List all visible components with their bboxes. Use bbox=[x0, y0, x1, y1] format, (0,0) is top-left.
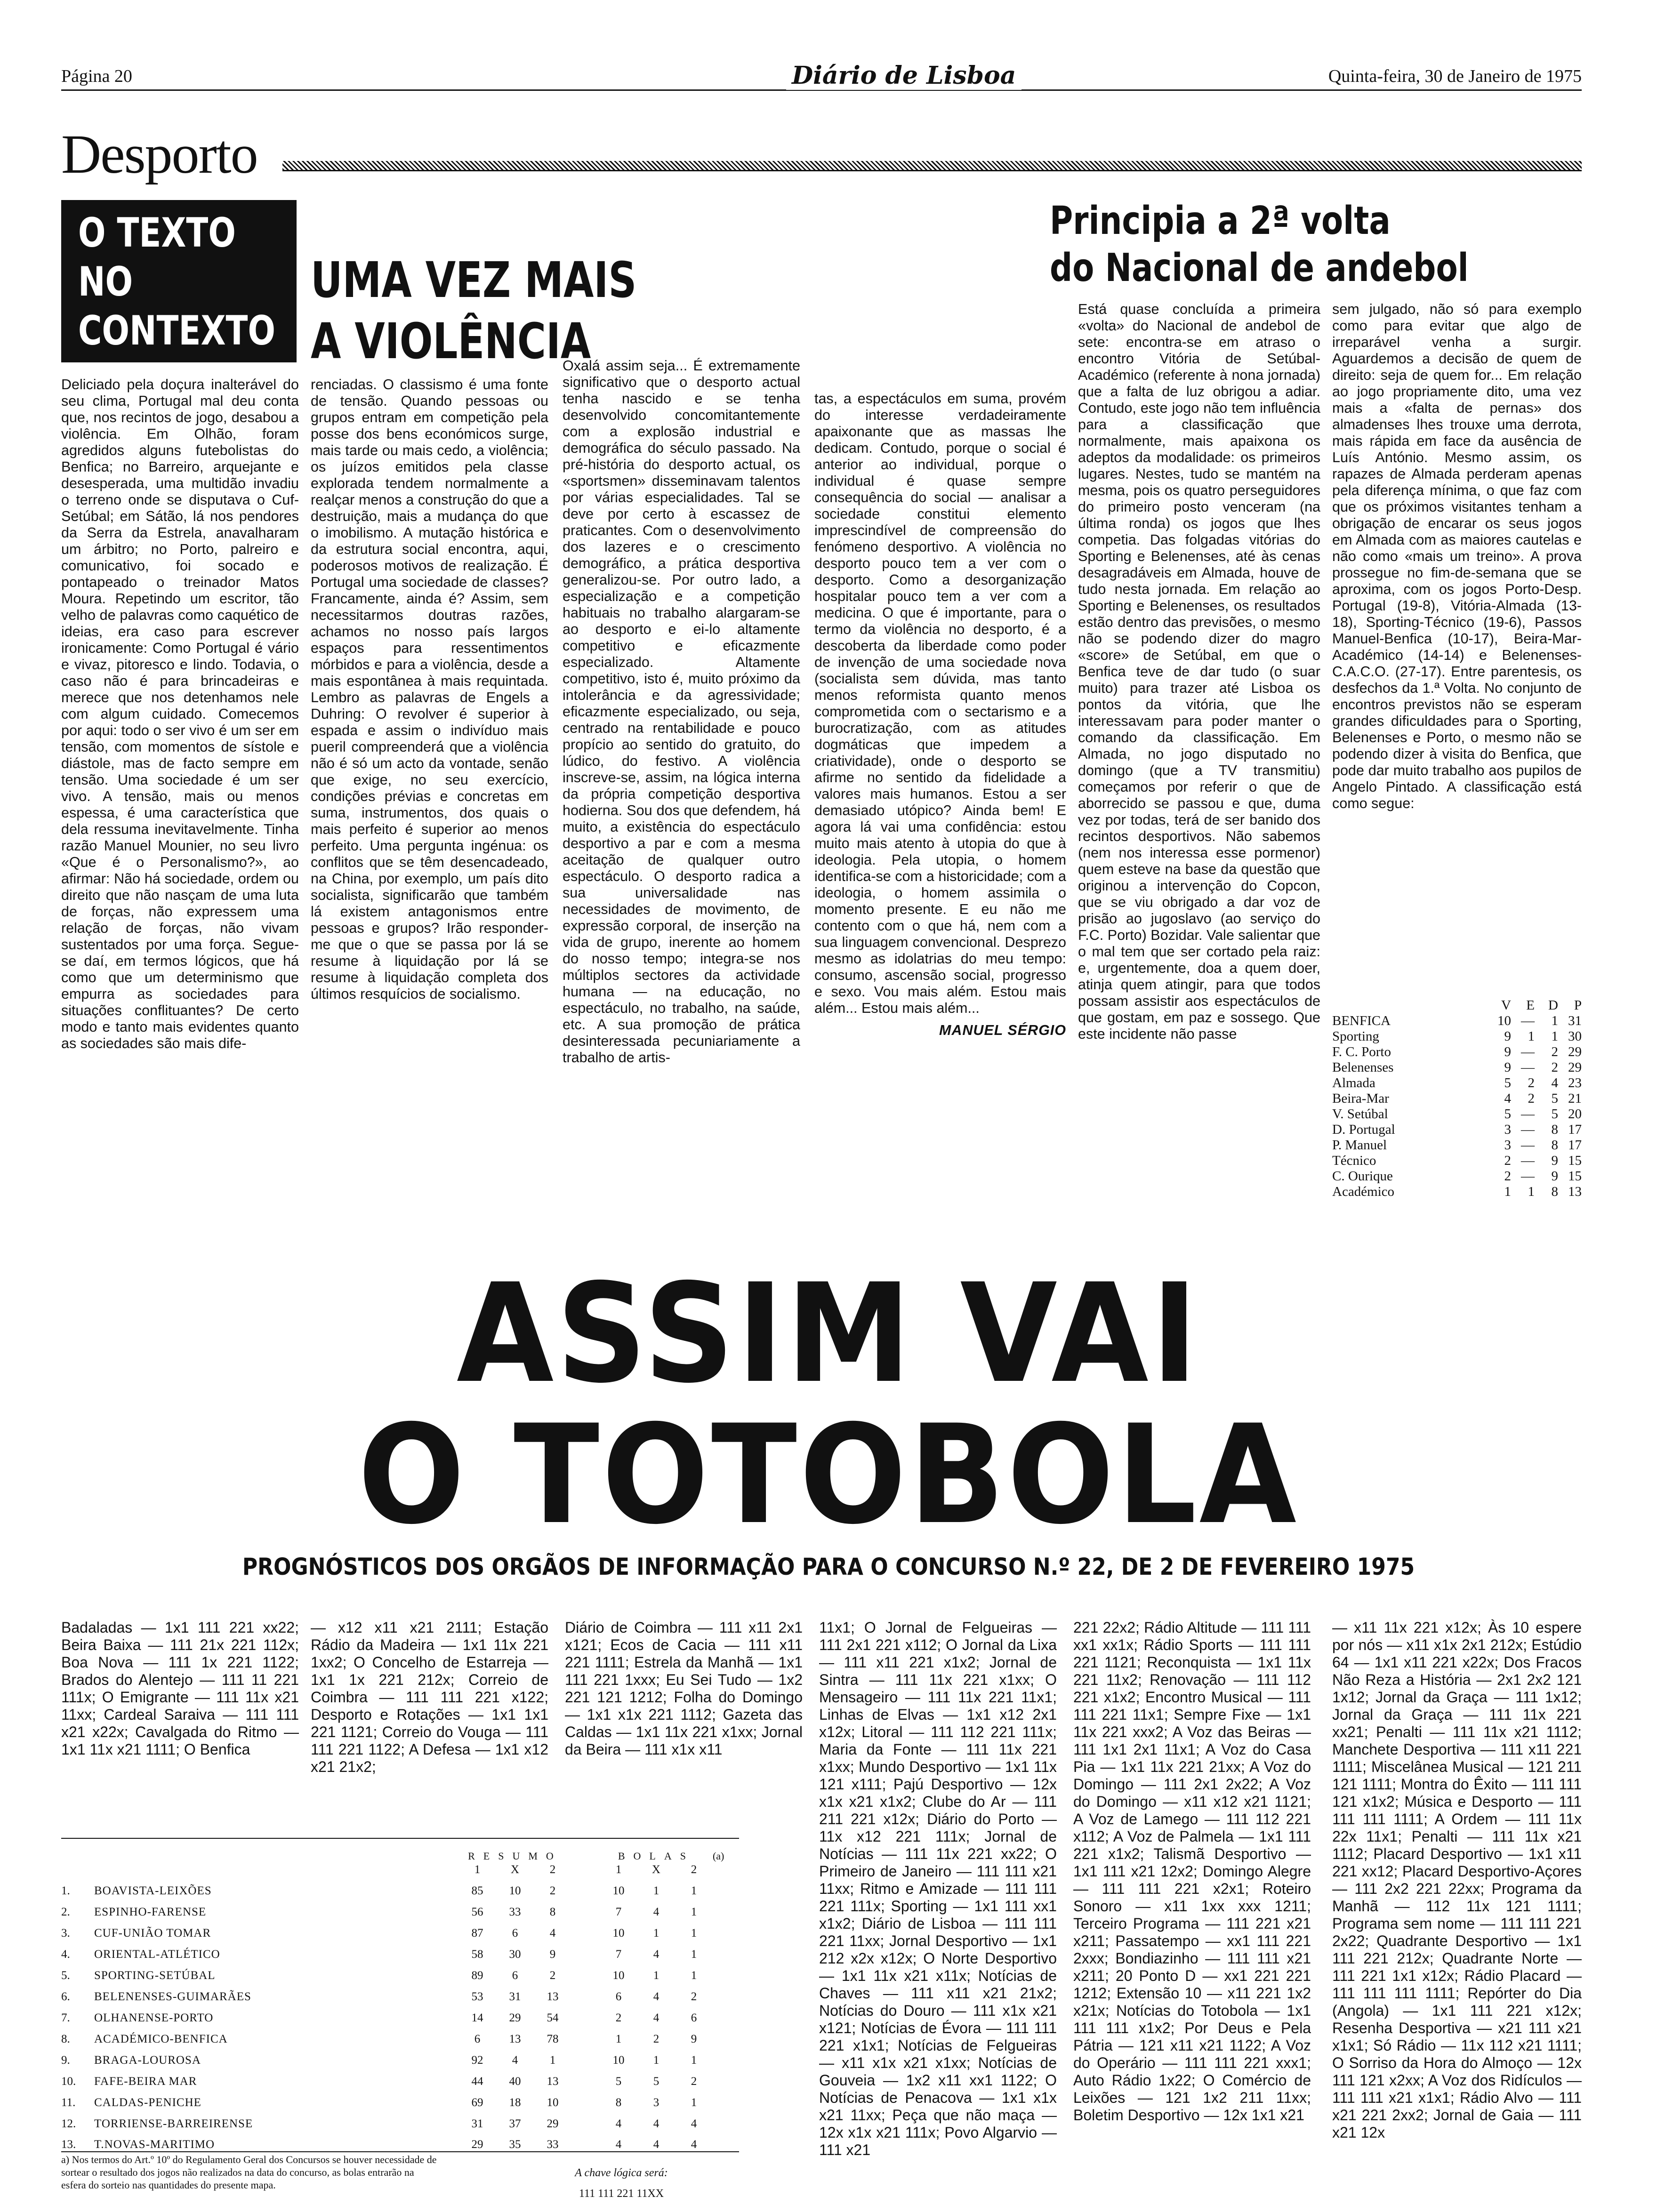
context-box-line: CONTEXTO bbox=[78, 307, 275, 354]
standings-losses: 8 bbox=[1551, 1122, 1558, 1137]
resumo-2: 10 bbox=[547, 2096, 559, 2109]
standings-points: 31 bbox=[1568, 1013, 1582, 1028]
resumo-1: 92 bbox=[471, 2054, 483, 2067]
resumo-row bbox=[61, 2109, 739, 2131]
bolas-2: 4 bbox=[691, 2117, 697, 2130]
headline-line: A VIOLÊNCIA bbox=[311, 313, 591, 370]
spacer bbox=[571, 2025, 600, 2046]
resumo-x: 37 bbox=[509, 2117, 521, 2130]
spacer bbox=[713, 2088, 739, 2109]
match-name: TORRIENSE-BARREIRENSE bbox=[94, 2117, 253, 2130]
standings-points: 29 bbox=[1568, 1060, 1582, 1075]
standings-row bbox=[1332, 1075, 1582, 1091]
standings-draws: 2 bbox=[1528, 1075, 1535, 1090]
match-name: BELENENSES-GUIMARÃES bbox=[94, 1990, 251, 2003]
match-name: FAFE-BEIRA MAR bbox=[94, 2075, 197, 2088]
standings-draws: — bbox=[1521, 1044, 1535, 1059]
resumo-1: 53 bbox=[471, 1990, 483, 2003]
bolas-1: 10 bbox=[612, 2054, 625, 2067]
match-number: 8. bbox=[61, 2033, 70, 2045]
standings-losses: 9 bbox=[1551, 1153, 1558, 1168]
standings-points: 21 bbox=[1568, 1091, 1582, 1106]
standings-losses: 8 bbox=[1551, 1138, 1558, 1153]
resumo-2: 1 bbox=[549, 2054, 556, 2067]
resumo-row bbox=[61, 1876, 739, 1898]
bolas-x: 4 bbox=[653, 1990, 660, 2003]
resumo-2: 2 bbox=[549, 1969, 556, 1982]
standings-team: BENFICA bbox=[1332, 1013, 1391, 1028]
bolas-x: 4 bbox=[637, 2131, 675, 2152]
bolas-1: 2 bbox=[615, 2012, 622, 2024]
standings-losses: 1 bbox=[1551, 1013, 1558, 1028]
andebol-headline bbox=[1050, 198, 1486, 292]
standings-points: 30 bbox=[1568, 1029, 1582, 1044]
totobola-headline-2: O TOTOBOLA bbox=[358, 1396, 1299, 1555]
match-name: BRAGA-LOUROSA bbox=[94, 2054, 201, 2067]
spacer bbox=[571, 1940, 600, 1961]
chave-label: A chave lógica será: bbox=[575, 2167, 668, 2179]
standings-points: 20 bbox=[1568, 1106, 1582, 1122]
resumo-2: 13 bbox=[547, 1990, 559, 2003]
standings-losses: 9 bbox=[1551, 1169, 1558, 1184]
bolas-1: 7 bbox=[615, 1948, 622, 1961]
bolas-2: 4 bbox=[675, 2131, 713, 2152]
resumo-x: 31 bbox=[509, 1990, 521, 2003]
match-number: 4. bbox=[61, 1948, 70, 1961]
page-header bbox=[61, 61, 1582, 99]
prognostics-column-6: — x11 11x 221 x12x; Às 10 espere por nós — x11 x1x 2x1 212x; Estúdio 64 — 1x1 x11 221 x22x; Dos Fracos Não Reza a História — 2x1 2x2 121 1x12; Jornal da Graça — 111 1x12; Jornal da Graça — 111 11x 221 xx21; Penalti — 111 11x x21 1112; Manchete Desportiva — 111 x11 221 1111; Miscelânea Musical — 121 211 121 1111; Montra do Êxito — 111 111 121 x1x2; Música e Desporto — 111 111 111 1111; A Ordem — 111 11x 22x 11x1; Penalti — 111 11x x21 1112; Placard Desportivo — 1x1 x11 221 xx12; Placard Desportivo-Açores — 111 2x2 221 22xx; Programa da Manhã — 112 11x 121 1111; Programa sem nome — 111 111 221 2x22; Quadrante Desportivo — 1x1 111 221 212x; Quadrante Norte — 111 221 1x1 x12x; Rádio Placard — 111 111 111 1111; Repórter do Dia (Angola) — 1x1 111 221 x12x; Resenha Desportiva — x21 111 x21 x1x1; Só Rádio — 11x 112 x21 1111; O Sorriso da Hora do Almoço — 12x 111 121 x2xx; A Voz dos Ridículos — 111 111 x21 x1x1; Rádio Alvo — 111 x21 221 2xx2; Jornal de Gaia — 111 x21 12x bbox=[1332, 1619, 1582, 2141]
match-number: 2. bbox=[61, 1906, 70, 1918]
standings-wins: 2 bbox=[1504, 1153, 1511, 1168]
standings-team: Beira-Mar bbox=[1332, 1091, 1389, 1106]
resumo-x: 13 bbox=[509, 2033, 521, 2045]
match-number: 6. bbox=[61, 1990, 70, 2003]
spacer bbox=[713, 1982, 739, 2004]
spacer bbox=[713, 1919, 739, 1940]
standings-team: V. Setúbal bbox=[1332, 1106, 1388, 1122]
article-column-4 bbox=[814, 391, 1066, 1205]
bolas-1: 5 bbox=[615, 2075, 622, 2088]
resumo-1: 56 bbox=[471, 1906, 483, 1918]
standings-draws: — bbox=[1521, 1060, 1535, 1075]
standings-team: C. Ourique bbox=[1332, 1169, 1393, 1184]
bolas-2: 6 bbox=[691, 2012, 697, 2024]
standings-row bbox=[1332, 1029, 1582, 1044]
resumo-x: 35 bbox=[496, 2131, 534, 2152]
spacer bbox=[571, 1982, 600, 2004]
standings-team: Almada bbox=[1332, 1075, 1375, 1090]
standings-points: 15 bbox=[1568, 1169, 1582, 1184]
standings-draws: 1 bbox=[1528, 1029, 1535, 1044]
bolas-2: 1 bbox=[691, 1969, 697, 1982]
standings-row bbox=[1332, 1106, 1582, 1122]
article-text: Está quase concluída a primeira «volta» do Nacional de andebol de sete: encontra-se em atraso o encontro Vitória de Setúbal-Académico (referente à nona jornada) que a falta de luz obrigou a adiar. Contudo, este jogo não tem influência para a classificação que normalmente, mais apaixona os adeptos da modalidade: os primeiros lugares. Nestes, tudo se mantém na mesma, pois os quatro perseguidores do primeiro posto venceram (na última ronda) os jogos que lhes competia. Das folgadas vitórias do Sporting e Belenenses, até às cenas desagradáveis em Almada, houve de tudo nesta jornada. Em relação ao Sporting e Belenenses, os resultados estão dentro das previsões, o mesmo não se podendo dizer do magro «score» de Setúbal, em que o Benfica teve de dar tudo (o suar muito) para trazer até Lisboa os pontos da vitória, que lhe interessavam para poder manter o comando da classificação. Em Almada, no jogo disputado no domingo (que a TV transmitiu) começamos por referir o que de aborrecido se passou e que, duma vez por todas, terá de ser banido dos recintos desportivos. Não sabemos (nem nos interessa esse pormenor) quem esteve na base da questão que originou a intervenção do Copcon, que se viu obrigado a dar voz de prisão ao jugoslavo (ao serviço do F.C. Porto) Bozidar. Vale salientar que o mal tem que ser cortado pela raiz: e, urgentemente, doa a quem doer, atinja quem atingir, para que todos possam assistir aos espectáculos de que gostam, em paz e sossego. Que este incidente não passe bbox=[1078, 301, 1320, 1042]
spacer bbox=[713, 1898, 739, 1919]
bolas-2: 1 bbox=[691, 1927, 697, 1940]
section-hatch-rule bbox=[282, 161, 1582, 171]
standings-wins: 9 bbox=[1504, 1060, 1511, 1075]
standings-draws: — bbox=[1521, 1122, 1535, 1137]
spacer bbox=[713, 2109, 739, 2131]
standings-row bbox=[1332, 1060, 1582, 1075]
resumo-row bbox=[61, 2067, 739, 2088]
resumo-1: 58 bbox=[471, 1948, 483, 1961]
bolas-1: 4 bbox=[600, 2131, 637, 2152]
resumo-column-header: 1 X 2 1 X 2 bbox=[474, 1863, 697, 1876]
bolas-x: 1 bbox=[653, 1969, 660, 1982]
match-number: 10. bbox=[61, 2075, 76, 2088]
standings-points: 29 bbox=[1568, 1044, 1582, 1059]
bolas-x: 4 bbox=[653, 2117, 660, 2130]
resumo-1: 6 bbox=[474, 2033, 481, 2045]
standings-row bbox=[1332, 1091, 1582, 1106]
totobola-subheadline: PROGNÓSTICOS DOS ORGÃOS DE INFORMAÇÃO PARA O CONCURSO N.º 22, DE 2 DE FEVEREIRO 1975 bbox=[242, 1553, 1415, 1580]
bolas-1: 10 bbox=[612, 1927, 625, 1940]
prognostics-column-3: Diário de Coimbra — 111 x11 2x1 x121; Ecos de Cacia — 111 x11 221 1111; Estrela da Manhã — 1x1 111 221 1xxx; Eu Sei Tudo — 1x2 221 121 1212; Folha do Domingo — 1x1 x1x 221 1112; Gazeta das Caldas — 1x1 11x 221 x1xx; Jornal da Beira — 111 x1x x11 bbox=[565, 1619, 803, 1758]
section-title: Desporto bbox=[61, 122, 261, 186]
resumo-x: 18 bbox=[509, 2096, 521, 2109]
standings-row bbox=[1332, 1013, 1582, 1029]
standings-wins: 1 bbox=[1504, 1184, 1511, 1199]
article-text: Oxalá assim seja... É extremamente significativo que o desporto actual tenha nascido e se tenha desenvolvido concomitantemente com a explosão industrial e demográfica do século passado. Na pré-história do desporto actual, os «sportsmen» disseminavam talentos por várias especialidades. Tal se deve por certo à escassez de praticantes. Com o desenvolvimento dos lazeres e o crescimento demográfico, a prática desportiva generalizou-se. Por outro lado, a especialização e a competição habituais no trabalho alargaram-se ao desporto e ei-lo altamente competitivo e eficazmente especializado. Altamente competitivo, isto é, muito próximo da intolerância e da agressividade; eficazmente especializado, ou seja, centrado na rentabilidade e pouco propício ao sentido do gratuito, do lúdico, do festivo. A violência inscreve-se, assim, na lógica interna da própria competição desportiva hodierna. Sou dos que defendem, há muito, a existência do espectáculo desportivo a par e com a mesma aceitação de qualquer outro espectáculo. O desporto radica a sua universalidade nas necessidades de movimento, de expressão corporal, de inserção na vida de grupo, inerente ao homem do nosso tempo; integra-se nos múltiplos sectores da actividade humana — na educação, no espectáculo, no trabalho, na saúde, etc. A sua promoção de prática desinteressada pecuniariamente a trabalho de artis- bbox=[563, 358, 800, 1066]
standings-row bbox=[1332, 1153, 1582, 1169]
resumo-x: 6 bbox=[512, 1969, 518, 1982]
resumo-x: 33 bbox=[509, 1906, 521, 1918]
standings-losses: 2 bbox=[1551, 1060, 1558, 1075]
standings-team: Belenenses bbox=[1332, 1060, 1394, 1075]
spacer bbox=[713, 1961, 739, 1982]
headline-line: do Nacional de andebol bbox=[1050, 246, 1469, 290]
bolas-1: 8 bbox=[615, 2096, 622, 2109]
standings-draws: — bbox=[1521, 1013, 1535, 1028]
standings-team: Sporting bbox=[1332, 1029, 1379, 1044]
totobola-headline-1: ASSIM VAI bbox=[456, 1255, 1201, 1413]
resumo-row bbox=[61, 1898, 739, 1919]
bolas-1: 6 bbox=[615, 1990, 622, 2003]
resumo-x: 40 bbox=[509, 2075, 521, 2088]
prognostics-column-2: — x12 x11 x21 2111; Estação Rádio da Madeira — 1x1 11x 221 1xx2; O Concelho de Estarreja — 1x1 1x 221 212x; Correio de Coimbra — 111 111 221 x122; Desporto e Rotações — 1x1 1x1 221 1121; Correio do Vouga — 111 111 221 1122; A Defesa — 1x1 x12 x21 21x2; bbox=[311, 1619, 548, 1775]
headline-line: Principia a 2ª volta bbox=[1050, 199, 1391, 243]
standings-losses: 5 bbox=[1551, 1091, 1558, 1106]
standings-points: 17 bbox=[1568, 1138, 1582, 1153]
spacer bbox=[571, 1919, 600, 1940]
spacer bbox=[713, 2025, 739, 2046]
prognostics-column-4: 11x1; O Jornal de Felgueiras — 111 2x1 221 x112; O Jornal da Lixa — 111 x11 221 x1x2; Jornal de Sintra — 111 11x 221 x1xx; O Mensageiro — 111 11x 221 11x1; Linhas de Elvas — 1x1 x12 2x1 x12x; Litoral — 111 112 221 111x; Maria da Fonte — 111 11x 221 x1xx; Mundo Desportivo — 1x1 11x 121 x111; Pajú Desportivo — 12x x1x x21 x1x2; Clube do Ar — 111 211 221 x12x; Diário do Porto — 11x x12 221 111x; Jornal de Notícias — 111 11x 221 xx22; O Primeiro de Janeiro — 111 111 x21 11xx; Ritmo e Amizade — 111 111 221 111x; Sporting — 1x1 111 xx1 x1x2; Diário de Lisboa — 111 111 221 11xx; Jornal Desportivo — 1x1 212 x2x x12x; O Norte Desportivo — 1x1 11x x21 x11x; Notícias de Chaves — 111 x11 x21 21x2; Notícias do Douro — 111 x1x x21 x121; Notícias de Évora — 111 111 221 x1x1; Notícias de Felgueiras — x11 x1x x21 x1xx; Notícias de Gouveia — 1x2 x11 xx1 1122; O Notícias de Penacova — 1x1 x1x x21 11xx; Peça que não maça — 12x x1x x21 111x; Povo Algarvio — 111 x21 bbox=[819, 1619, 1057, 2158]
article-column-2 bbox=[311, 377, 548, 1205]
resumo-2: 8 bbox=[549, 1906, 556, 1918]
resumo-row bbox=[61, 2004, 739, 2025]
resumo-group-header: RESUMO BOLAS (a) bbox=[468, 1850, 724, 1862]
resumo-x: 29 bbox=[509, 2012, 521, 2024]
resumo-2: 78 bbox=[547, 2033, 559, 2045]
standings-wins: 2 bbox=[1504, 1169, 1511, 1184]
standings-draws: — bbox=[1521, 1138, 1535, 1153]
standings-header: V E D P bbox=[1501, 998, 1582, 1013]
bolas-1: 7 bbox=[615, 1906, 622, 1918]
bolas-x: 4 bbox=[653, 2012, 660, 2024]
spacer bbox=[571, 1876, 600, 1898]
spacer bbox=[571, 2131, 600, 2152]
standings-wins: 5 bbox=[1504, 1075, 1511, 1090]
standings-row bbox=[1332, 1138, 1582, 1153]
standings-losses: 4 bbox=[1551, 1075, 1558, 1090]
resumo-1: 44 bbox=[471, 2075, 483, 2088]
spacer bbox=[571, 2088, 600, 2109]
resumo-x: 30 bbox=[509, 1948, 521, 1961]
standings-draws: — bbox=[1521, 1106, 1535, 1122]
standings-rows bbox=[1332, 1013, 1582, 1200]
spacer bbox=[713, 2131, 739, 2152]
standings-draws: 1 bbox=[1528, 1184, 1535, 1199]
standings-wins: 9 bbox=[1504, 1044, 1511, 1059]
spacer bbox=[713, 1876, 739, 1898]
standings-row bbox=[1332, 1169, 1582, 1184]
spacer bbox=[713, 2046, 739, 2067]
resumo-footnote: a) Nos termos do Art.º 10º do Regulamento Geral dos Concursos se houver necessidade de sortear o resultado dos jogos não realizados na data do concurso, as bolas entrarão na esfera do sorteio nas quantidades do presente mapa. bbox=[61, 2154, 437, 2191]
spacer bbox=[713, 1940, 739, 1961]
standings-wins: 10 bbox=[1497, 1013, 1511, 1028]
bolas-2: 2 bbox=[691, 1990, 697, 2003]
resumo-2: 33 bbox=[534, 2131, 571, 2152]
article-text: sem julgado, não só para exemplo como para evitar que algo de irreparável venha a surgir. Aguardemos a decisão de quem de direito: seja de quem for... Em relação ao jogo propriamente dito, uma vez mais a «falta de pernas» dos almadenses lhes trouxe uma derrota, mais rápida em face da ausência de Luís António. Mesmo assim, os rapazes de Almada perderam apenas pela diferença mínima, o que faz com que os próximos visitantes tenham a obrigação de encarar os seus jogos em Almada com as maiores cautelas e não como «mais um treino». A prova prossegue no fim-de-semana que se aproxima, com os jogos Porto-Desp. Portugal (19-8), Vitória-Almada (13-18), Sporting-Técnico (19-6), Passos Manuel-Benfica (10-17), Beira-Mar-Académico (14-14) e Belenenses-C.A.C.O. (27-17). Entre parentesis, os desfechos da 1.ª Volta. No conjunto de encontros previstos não se esperam grandes dificuldades para o Sporting, Belenenses e Porto, o mesmo não se podendo dizer à visita do Benfica, que pode dar muito trabalho aos pupilos de Angelo Pintado. A classificação está como segue: bbox=[1332, 301, 1582, 811]
spacer bbox=[571, 2004, 600, 2025]
standings-draws: — bbox=[1521, 1153, 1535, 1168]
issue-date: Quinta-feira, 30 de Janeiro de 1975 bbox=[1324, 66, 1582, 87]
resumo-2: 13 bbox=[547, 2075, 559, 2088]
bolas-2: 2 bbox=[691, 2075, 697, 2088]
newspaper-name: Diário de Lisboa bbox=[786, 61, 1022, 90]
match-number: 5. bbox=[61, 1969, 70, 1982]
article-author: MANUEL SÉRGIO bbox=[939, 1022, 1066, 1038]
match-name: T.NOVAS-MARITIMO bbox=[94, 2131, 458, 2152]
standings-team: D. Portugal bbox=[1332, 1122, 1395, 1137]
resumo-x: 10 bbox=[509, 1884, 521, 1897]
article-column-1 bbox=[61, 377, 299, 1205]
article-column-3 bbox=[563, 358, 800, 1205]
standings-table bbox=[1332, 998, 1582, 1200]
article-text: renciadas. O classismo é uma fonte de tensão. Quando pessoas ou grupos entram em competição pela posse dos bens económicos surge, mais tarde ou mais cedo, a violência; os juízos emitidos pela classe explorada tendem normalmente a realçar menos a construção do que a destruição, mais a mudança do que o imobilismo. A mutação histórica e da estrutura social encontra, aqui, poderosos motivos de realização. É Portugal uma sociedade de classes? Francamente, ainda é? Assim, sem necessitarmos doutras razões, achamos no nosso país largos espaços para ressentimentos mórbidos e para a violência, desde a mais espontânea à mais requintada. Lembro as palavras de Engels a Duhring: O revolver é superior à espada e assim o indivíduo mais pueril compreenderá que a violência não é só um acto da vontade, senão que exige, no seu exercício, condições prévias e concretas em suma, instrumentos, dos quais o mais perfeito é superior ao menos perfeito. Uma pergunta ingénua: os conflitos que se têm desencadeado, na China, por exemplo, um país dito socialista, significarão que também lá existem antagonismos entre pessoas e grupos? Irão responder-me que o que se passa por lá se resume à liquidação por lá se resume à liquidação completa dos últimos resquícios de socialismo. bbox=[311, 377, 548, 1002]
standings-row bbox=[1332, 1184, 1582, 1200]
standings-wins: 5 bbox=[1504, 1106, 1511, 1122]
match-number: 3. bbox=[61, 1927, 70, 1940]
chave-value: 111 111 221 11XX bbox=[579, 2188, 664, 2200]
standings-row bbox=[1332, 1122, 1582, 1138]
page-number: Página 20 bbox=[61, 66, 137, 87]
chave-logica bbox=[523, 2163, 720, 2204]
match-number: 7. bbox=[61, 2012, 70, 2024]
spacer bbox=[713, 2067, 739, 2088]
resumo-table bbox=[61, 1838, 739, 2152]
andebol-column-2 bbox=[1332, 301, 1582, 993]
bolas-2: 1 bbox=[691, 2054, 697, 2067]
match-name: CUF-UNIÃO TOMAR bbox=[94, 1927, 211, 1940]
headline-line: UMA VEZ MAIS bbox=[311, 251, 637, 309]
resumo-1: 89 bbox=[471, 1969, 483, 1982]
resumo-2: 29 bbox=[547, 2117, 559, 2130]
resumo-1: 87 bbox=[471, 1927, 483, 1940]
bolas-2: 1 bbox=[691, 1948, 697, 1961]
standings-team: Técnico bbox=[1332, 1153, 1376, 1168]
match-name: ESPINHO-FARENSE bbox=[94, 1906, 207, 1918]
prognostics-column-5: 221 22x2; Rádio Altitude — 111 111 xx1 xx1x; Rádio Sports — 111 111 221 1121; Reconquista — 1x1 11x 221 11x2; Renovação — 111 112 221 x1x2; Encontro Musical — 111 111 221 11x1; Sempre Fixe — 1x1 11x 221 xxx2; A Voz das Beiras — 111 1x1 2x1 11x1; A Voz do Casa Pia — 1x1 11x 221 21xx; A Voz do Domingo — 111 2x1 2x22; A Voz do Domingo — x11 x12 x21 1121; A Voz de Lamego — 111 112 221 x112; A Voz de Palmela — 1x1 111 221 x1x2; Talismã Desportivo — 1x1 111 x21 12x2; Domingo Alegre — 111 111 221 x2x1; Roteiro Sonoro — x11 1xx xxx 1211; Terceiro Programa — 111 221 x21 x211; Passatempo — xx1 111 221 2xxx; Bondiazinho — 111 111 x21 x211; 20 Ponto D — xx1 221 221 1212; Extensão 10 — x11 221 1x2 x21x; Notícias do Totobola — 1x1 111 111 x1x2; Por Deus e Pela Pátria — 121 x11 x21 1122; A Voz do Operário — 111 111 221 xxx1; Auto Rádio 1x22; O Comércio de Leixões — 121 1x2 211 11xx; Boletim Desportivo — 12x 1x1 x21 bbox=[1073, 1619, 1311, 2124]
match-name: CALDAS-PENICHE bbox=[94, 2096, 201, 2109]
standings-wins: 3 bbox=[1504, 1122, 1511, 1137]
spacer bbox=[571, 2046, 600, 2067]
resumo-row bbox=[61, 1919, 739, 1940]
match-name: ORIENTAL-ATLÉTICO bbox=[94, 1948, 220, 1961]
resumo-1: 29 bbox=[458, 2131, 496, 2152]
match-name: ACADÉMICO-BENFICA bbox=[94, 2033, 228, 2045]
bolas-2: 1 bbox=[691, 1906, 697, 1918]
resumo-1: 69 bbox=[471, 2096, 483, 2109]
match-number: 11. bbox=[61, 2096, 76, 2109]
article-headline bbox=[311, 249, 636, 372]
andebol-column-1 bbox=[1078, 301, 1320, 1205]
standings-team: P. Manuel bbox=[1332, 1138, 1387, 1153]
prognostics-column-1: Badaladas — 1x1 111 221 xx22; Beira Baixa — 111 21x 221 112x; Boa Nova — 111 1x 221 1122; Brados do Alentejo — 111 11 221 111x; O Emigrante — 111 11x x21 11xx; Cardeal Saraiva — 111 111 x21 x22x; Cavalgada do Ritmo — 1x1 11x x21 1111; O Benfica bbox=[61, 1619, 299, 1758]
resumo-2: 2 bbox=[549, 1884, 556, 1897]
standings-losses: 1 bbox=[1551, 1029, 1558, 1044]
standings-points: 15 bbox=[1568, 1153, 1582, 1168]
bolas-x: 5 bbox=[653, 2075, 660, 2088]
match-name: SPORTING-SETÚBAL bbox=[94, 1969, 216, 1982]
standings-wins: 4 bbox=[1504, 1091, 1511, 1106]
bolas-x: 1 bbox=[653, 1884, 660, 1897]
resumo-row bbox=[61, 2025, 739, 2046]
resumo-row bbox=[61, 1940, 739, 1961]
standings-team: Académico bbox=[1332, 1184, 1395, 1199]
resumo-row bbox=[61, 2131, 739, 2152]
standings-wins: 3 bbox=[1504, 1138, 1511, 1153]
resumo-row bbox=[61, 2046, 739, 2067]
spacer bbox=[571, 1961, 600, 1982]
spacer bbox=[713, 2004, 739, 2025]
bolas-1: 10 bbox=[612, 1884, 625, 1897]
match-number: 12. bbox=[61, 2117, 76, 2130]
match-number: 13. bbox=[61, 2131, 94, 2152]
section-banner bbox=[61, 123, 1582, 185]
bolas-x: 3 bbox=[653, 2096, 660, 2109]
standings-points: 23 bbox=[1568, 1075, 1582, 1090]
bolas-1: 4 bbox=[615, 2117, 622, 2130]
standings-points: 13 bbox=[1568, 1184, 1582, 1199]
bolas-x: 1 bbox=[653, 2054, 660, 2067]
bolas-1: 10 bbox=[612, 1969, 625, 1982]
match-name: BOAVISTA-LEIXÕES bbox=[94, 1884, 212, 1897]
standings-wins: 9 bbox=[1504, 1029, 1511, 1044]
match-number: 9. bbox=[61, 2054, 70, 2067]
spacer bbox=[571, 1898, 600, 1919]
context-box-line: NO bbox=[78, 258, 133, 305]
standings-draws: — bbox=[1521, 1169, 1535, 1184]
article-text: tas, a espectáculos em suma, provém do interesse verdadeiramente apaixonante que as massas lhe dedicam. Contudo, porque o social é anterior ao individual, porque o individual é quase sempre consequência do social — analisar a sociedade constitui elemento imprescindível de compreensão do fenómeno desportivo. A violência no desporto pouco tem a ver com o desporto. Como a desorganização hospitalar pouco tem a ver com a medicina. O que é importante, para o termo da violência no desporto, é a descoberta da liberdade como poder de invenção de uma sociedade nova (socialista sem dúvida, mas tanto menos reformista quanto menos comprometida com o sectarismo e a burocratização, com as atitudes dogmáticas que impedem a criatividade), onde o desporto se afirme no sentido da fidelidade a valores mais humanos. Estou a ser demasiado utópico? Ainda bem! E agora lá vai uma confidência: estou muito mais atento à utopia do que à ideologia. Pela utopia, o homem identifica-se com a historicidade; com a ideologia, o homem assimila o momento presente. E eu não me contento com o que há, nem com a sua linguagem convencional. Desprezo mesmo as idolatrias do meu tempo: consumo, ascensão social, progresso e sexo. Vou mais além. Estou mais além... Estou mais além... bbox=[814, 391, 1066, 1016]
article-text: Deliciado pela doçura inalterável do seu clima, Portugal mal deu conta que, nos recintos de jogo, desabou a violência. Em Olhão, foram agredidos alguns futebolistas do Benfica; no Barreiro, arquejante e desesperada, uma multidão invadiu o terreno onde se disputava o Cuf-Setúbal; em Sátão, lá nos pendores da Serra da Estrela, anavalharam um árbitro; no Porto, palreiro e comunicativo, foi socado e pontapeado o treinador Matos Moura. Repetindo um escritor, tão velho de palavras como caquético de ideias, era caso para escrever ironicamente: Como Portugal é vário e vivaz, pitoresco e lindo. Todavia, o caso não é para brincadeiras e merece que nos detenhamos nele com algum cuidado. Comecemos por aqui: todo o ser vivo é um ser em tensão, com momentos de sístole e diástole, mas de facto sempre em tensão. Uma sociedade é um ser vivo. A tensão, mais ou menos espessa, é uma característica que dela ressuma inevitavelmente. Tinha razão Manuel Mounier, no seu livro «Que é o Personalismo?», ao afirmar: Não há sociedade, ordem ou direito que não nasçam de uma luta de forças, não expressem uma relação de forças, não vivam sustentados por uma força. Segue-se daí, em termos lógicos, que há como que um determinismo que empurra as sociedades para situações conflituantes? De certo modo e tanto mais evidentes quanto as sociedades são mais dife- bbox=[61, 377, 299, 1051]
resumo-x: 6 bbox=[512, 1927, 518, 1940]
resumo-x: 4 bbox=[512, 2054, 518, 2067]
bolas-x: 4 bbox=[653, 1948, 660, 1961]
standings-losses: 2 bbox=[1551, 1044, 1558, 1059]
resumo-2: 9 bbox=[549, 1948, 556, 1961]
bolas-2: 9 bbox=[691, 2033, 697, 2045]
match-number: 1. bbox=[61, 1884, 70, 1897]
standings-points: 17 bbox=[1568, 1122, 1582, 1137]
resumo-row bbox=[61, 2088, 739, 2109]
bolas-x: 4 bbox=[653, 1906, 660, 1918]
standings-team: F. C. Porto bbox=[1332, 1044, 1391, 1059]
resumo-row bbox=[61, 1982, 739, 2004]
resumo-1: 31 bbox=[471, 2117, 483, 2130]
bolas-2: 1 bbox=[691, 1884, 697, 1897]
spacer bbox=[571, 2067, 600, 2088]
resumo-1: 14 bbox=[471, 2012, 483, 2024]
resumo-row bbox=[61, 1961, 739, 1982]
bolas-x: 1 bbox=[653, 1927, 660, 1940]
resumo-2: 54 bbox=[547, 2012, 559, 2024]
match-name: OLHANENSE-PORTO bbox=[94, 2012, 214, 2024]
standings-losses: 5 bbox=[1551, 1106, 1558, 1122]
standings-draws: 2 bbox=[1528, 1091, 1535, 1106]
spacer bbox=[571, 2109, 600, 2131]
context-box-line: O TEXTO bbox=[78, 209, 236, 256]
bolas-1: 1 bbox=[615, 2033, 622, 2045]
resumo-1: 85 bbox=[471, 1884, 483, 1897]
bolas-2: 1 bbox=[691, 2096, 697, 2109]
bolas-x: 2 bbox=[653, 2033, 660, 2045]
context-box bbox=[61, 200, 297, 362]
standings-row bbox=[1332, 1044, 1582, 1060]
resumo-2: 4 bbox=[549, 1927, 556, 1940]
standings-losses: 8 bbox=[1551, 1184, 1558, 1199]
